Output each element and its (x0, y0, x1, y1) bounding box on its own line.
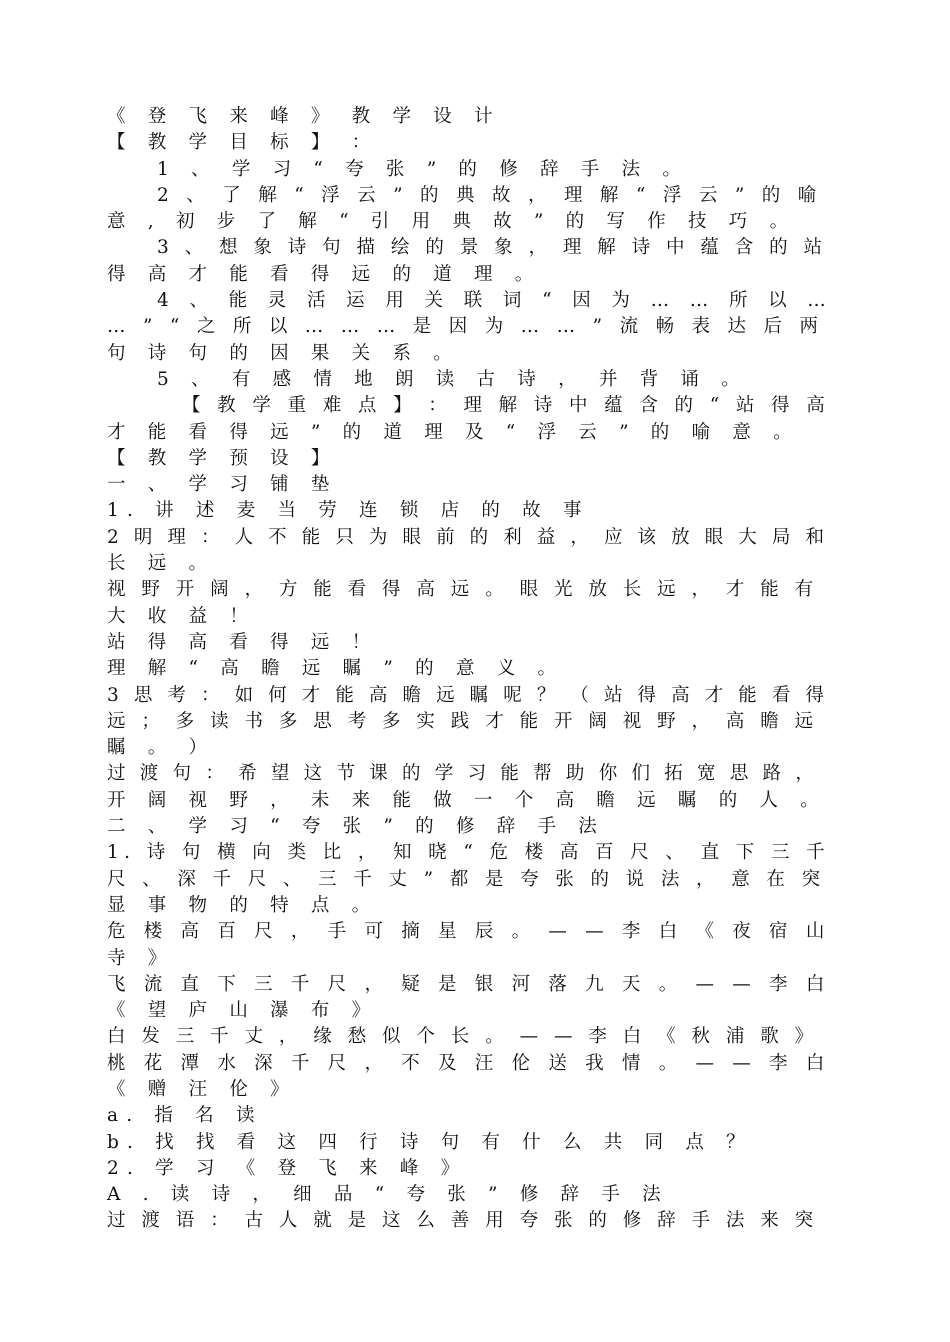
text-line: 站 得 高 看 得 远 ！ (107, 631, 379, 653)
text-line: 白 发 三 千 丈 ， 缘 愁 似 个 长 。 — — 李 白 《 秋 浦 歌 》 (107, 1026, 819, 1048)
text-line: 2. 学 习 《 登 飞 来 峰 》 (107, 1157, 468, 1179)
text-line: 句 诗 句 的 因 果 关 系 。 (107, 342, 460, 364)
text-line: 《 望 庐 山 瀑 布 》 (107, 1000, 379, 1022)
text-line: 视 野 开 阔 ， 方 能 看 得 高 远 。 眼 光 放 长 远 ， 才 能 有 (107, 579, 819, 601)
text-line: A . 读 诗 ， 细 品 “ 夸 张 ” 修 辞 手 法 (107, 1184, 669, 1206)
text-line: 《 登 飞 来 峰 》 教 学 设 计 (107, 106, 501, 127)
text-line: 理 解 “ 高 瞻 远 瞩 ” 的 意 义 。 (107, 658, 565, 680)
text-line: 寺 》 (107, 947, 175, 969)
text-line: 3 、 想 象 诗 句 描 绘 的 景 象 ， 理 解 诗 中 蕴 含 的 站 (157, 237, 828, 259)
text-line: 4 、 能 灵 活 运 用 关 联 词 “ 因 为 … … 所 以 … (157, 290, 834, 312)
text-line: 【 教 学 目 标 】 ： (107, 132, 379, 154)
text-line: 得 高 才 能 看 得 远 的 道 理 。 (107, 263, 542, 285)
text-line: 1. 讲 述 麦 当 劳 连 锁 店 的 故 事 (107, 500, 590, 522)
text-line: 过 渡 句 ： 希 望 这 节 课 的 学 习 能 帮 助 你 们 拓 宽 思 路 ， (107, 763, 819, 785)
text-line: 1. 诗 句 横 向 类 比 ， 知 晓 “ 危 楼 高 百 尺 、 直 下 三 千 (107, 842, 831, 864)
text-line: 5 、 有 感 情 地 朗 读 古 诗 ， 并 背 诵 。 (157, 368, 748, 390)
text-line: 过 渡 语 ： 古 人 就 是 这 么 善 用 夸 张 的 修 辞 手 法 来 突 (107, 1210, 819, 1232)
document-body (107, 104, 833, 1235)
text-line: 2 明 理 ： 人 不 能 只 为 眼 前 的 利 益 ， 应 该 放 眼 大 局 和 (107, 526, 829, 548)
text-line: 1 、 学 习 “ 夸 张 ” 的 修 辞 手 法 。 (157, 158, 690, 180)
text-line: 意 , 初 步 了 解 “ 引 用 典 故 ” 的 写 作 技 巧 。 (107, 211, 797, 233)
text-line: 长 远 。 (107, 553, 216, 575)
text-line: 二 、 学 习 “ 夸 张 ” 的 修 辞 手 法 (107, 816, 605, 838)
text-line: 飞 流 直 下 三 千 尺 ， 疑 是 银 河 落 九 天 。 — — 李 白 (107, 973, 831, 995)
text-line: … ” “ 之 所 以 … … … 是 因 为 … … ” 流 畅 表 达 后 两 (107, 316, 824, 338)
text-line: b. 找 找 看 这 四 行 诗 句 有 什 么 共 同 点 ？ (107, 1131, 753, 1153)
text-line: 才 能 看 得 远 ” 的 道 理 及 “ 浮 云 ” 的 喻 意 。 (107, 421, 800, 443)
text-line: 【 教 学 重 难 点 】 ： 理 解 诗 中 蕴 含 的 “ 站 得 高 (182, 395, 831, 417)
text-line: 2 、 了 解 “ 浮 云 ” 的 典 故 ， 理 解 “ 浮 云 ” 的 喻 (157, 184, 823, 206)
text-line: 瞩 。 ） (107, 737, 216, 759)
text-line: 一 、 学 习 铺 垫 (107, 474, 338, 496)
text-line: 尺 、 深 千 尺 、 三 千 丈 ” 都 是 夸 张 的 说 法 ， 意 在 突 (107, 868, 826, 890)
text-line: 显 事 物 的 特 点 。 (107, 894, 379, 916)
text-line: 桃 花 潭 水 深 千 尺 ， 不 及 汪 伦 送 我 情 。 — — 李 白 (107, 1052, 831, 1074)
text-line: 危 楼 高 百 尺 ， 手 可 摘 星 辰 。 — — 李 白 《 夜 宿 山 (107, 921, 831, 943)
text-line: 开 阔 视 野 ， 未 来 能 做 一 个 高 瞻 远 瞩 的 人 。 (107, 789, 827, 811)
text-line: 《 赠 汪 伦 》 (107, 1078, 297, 1100)
text-line: 3 思 考 ： 如 何 才 能 高 瞻 远 瞩 呢 ？ （ 站 得 高 才 能 看 得 (107, 684, 829, 706)
text-line: 大 收 益 ！ (107, 605, 257, 627)
text-line: 【 教 学 预 设 】 (107, 447, 338, 469)
text-line: 远 ； 多 读 书 多 思 考 多 实 践 才 能 开 阔 视 野 ， 高 瞻 远 (107, 710, 819, 732)
text-line: a. 指 名 读 (107, 1105, 263, 1127)
